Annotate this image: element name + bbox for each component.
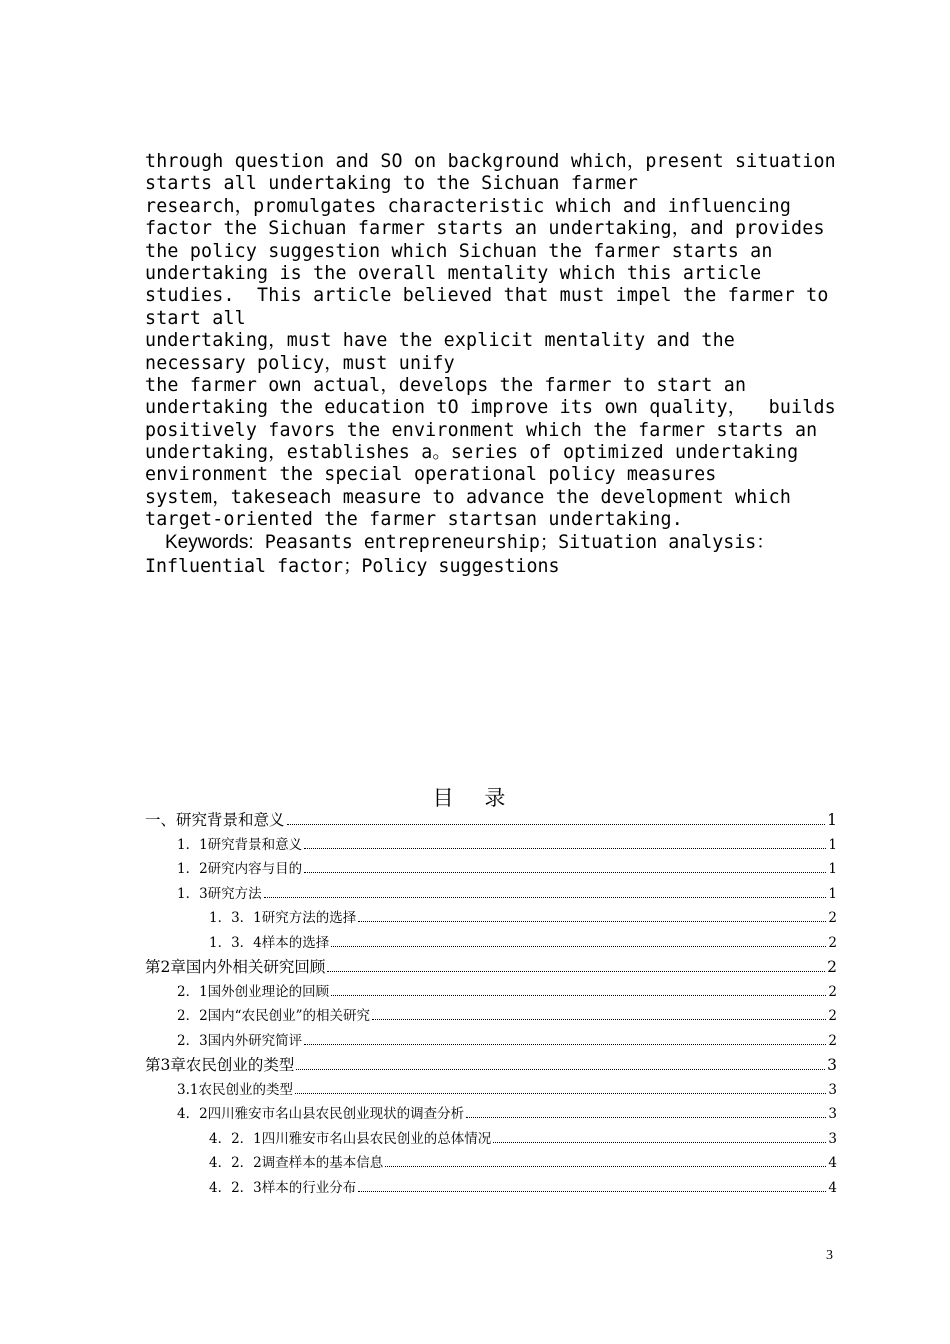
toc-leader-dots bbox=[304, 872, 826, 873]
toc-entry[interactable] bbox=[145, 882, 837, 907]
abstract-line: studies. This article believed that must impel the farmer to bbox=[145, 285, 829, 307]
keywords-line-2: Influential factor；Policy suggestions bbox=[145, 556, 560, 577]
toc-entry-page: 2 bbox=[827, 958, 837, 976]
toc-entry-page: 2 bbox=[828, 1032, 837, 1049]
toc-entry-label: 4．2．2调查样本的基本信息 bbox=[209, 1155, 384, 1171]
toc-entry-label: 第2章国内外相关研究回顾 bbox=[145, 958, 326, 976]
toc-entry[interactable] bbox=[145, 1176, 837, 1201]
toc-entry[interactable] bbox=[145, 955, 837, 980]
toc-entry-page: 2 bbox=[828, 983, 837, 1000]
toc-entry-label: 1．1研究背景和意义 bbox=[177, 836, 303, 853]
toc-leader-dots bbox=[466, 1117, 826, 1118]
toc-leader-dots bbox=[358, 921, 826, 922]
toc-leader-dots bbox=[331, 946, 826, 947]
toc-entry[interactable] bbox=[145, 1127, 837, 1152]
toc-leader-dots bbox=[385, 1166, 826, 1167]
toc-leader-dots bbox=[372, 1019, 826, 1020]
toc-entry-label: 一、研究背景和意义 bbox=[145, 811, 285, 829]
toc-entry[interactable] bbox=[145, 857, 837, 882]
keywords-block bbox=[145, 531, 845, 579]
abstract-line: start all bbox=[145, 307, 246, 329]
toc-entry[interactable] bbox=[145, 931, 837, 956]
toc-entry-page: 3 bbox=[828, 1106, 837, 1122]
toc-entry-page: 3 bbox=[827, 1056, 837, 1074]
abstract-line: system，takeseach measure to advance the development which bbox=[145, 486, 792, 508]
toc-leader-dots bbox=[331, 995, 826, 996]
toc-leader-dots bbox=[304, 1044, 826, 1045]
toc-entry-page: 1 bbox=[828, 836, 837, 853]
abstract-line: undertaking，must have the explicit mentality and the bbox=[145, 330, 735, 352]
toc-entry[interactable] bbox=[145, 808, 837, 833]
abstract-line: factor the Sichuan farmer starts an undertaking，and provides bbox=[145, 218, 825, 240]
toc-entry-page: 2 bbox=[828, 934, 837, 951]
toc-entry-label: 2．1国外创业理论的回顾 bbox=[177, 983, 330, 1000]
abstract-line: the policy suggestion which Sichuan the farmer starts an bbox=[145, 240, 773, 262]
toc-entry[interactable] bbox=[145, 980, 837, 1005]
toc-entry-label: 第3章农民创业的类型 bbox=[145, 1056, 295, 1074]
toc-entry-page: 3 bbox=[828, 1130, 837, 1147]
abstract-line: starts all undertaking to the Sichuan farmer bbox=[145, 173, 639, 195]
toc-entry-label: 1．3研究方法 bbox=[177, 885, 262, 902]
toc-leader-dots bbox=[304, 848, 826, 849]
abstract-text bbox=[145, 151, 845, 532]
toc-leader-dots bbox=[287, 824, 826, 825]
abstract-line: undertaking，establishes a。series of optimized undertaking bbox=[145, 442, 799, 464]
toc-entry-label: 1．3．4样本的选择 bbox=[209, 934, 330, 951]
abstract-line: environment the special operational policy measures bbox=[145, 464, 717, 486]
toc-leader-dots bbox=[264, 897, 827, 898]
keywords-label: Keywords: bbox=[165, 532, 254, 553]
abstract-line: positively favors the environment which the farmer starts an bbox=[145, 419, 818, 441]
toc-leader-dots bbox=[327, 971, 825, 972]
keywords-line-1: Peasants entrepreneurship；Situation analysis： bbox=[253, 532, 775, 553]
toc-entry-page: 1 bbox=[828, 861, 837, 877]
toc-entry[interactable] bbox=[145, 1004, 837, 1029]
toc-entry[interactable] bbox=[145, 1029, 837, 1054]
toc-entry-label: 1．3．1研究方法的选择 bbox=[209, 910, 357, 926]
toc-entry-page: 4 bbox=[828, 1155, 837, 1171]
abstract-line: target-oriented the farmer startsan undertaking. bbox=[145, 509, 683, 531]
toc-entry-label: 4．2．1四川雅安市名山县农民创业的总体情况 bbox=[209, 1130, 492, 1147]
toc-leader-dots bbox=[295, 1093, 826, 1094]
table-of-contents bbox=[145, 808, 837, 1200]
toc-entry-label: 2．2国内“农民创业”的相关研究 bbox=[177, 1008, 370, 1024]
abstract-line: through question and SO on background which，present situation bbox=[145, 151, 836, 172]
toc-entry-label: 3.1农民创业的类型 bbox=[177, 1081, 293, 1098]
abstract-line: undertaking is the overall mentality which this article bbox=[145, 262, 762, 284]
toc-title: 目 录 bbox=[432, 786, 518, 810]
toc-entry-page: 2 bbox=[828, 910, 837, 926]
toc-entry[interactable] bbox=[145, 1102, 837, 1127]
toc-entry[interactable] bbox=[145, 833, 837, 858]
toc-entry-label: 2．3国内外研究简评 bbox=[177, 1032, 303, 1049]
page-number: 3 bbox=[826, 1248, 833, 1263]
toc-entry-page: 2 bbox=[828, 1008, 837, 1024]
abstract-line: necessary policy，must unify bbox=[145, 352, 455, 374]
toc-entry[interactable] bbox=[145, 1151, 837, 1176]
toc-entry-label: 4．2．3样本的行业分布 bbox=[209, 1179, 357, 1196]
toc-entry[interactable] bbox=[145, 1053, 837, 1078]
toc-leader-dots bbox=[358, 1191, 826, 1192]
toc-entry[interactable] bbox=[145, 1078, 837, 1103]
toc-entry-page: 3 bbox=[828, 1081, 837, 1098]
toc-entry-label: 4．2四川雅安市名山县农民创业现状的调查分析 bbox=[177, 1106, 465, 1122]
toc-entry-label: 1．2研究内容与目的 bbox=[177, 861, 303, 877]
toc-entry-page: 1 bbox=[828, 885, 837, 902]
toc-leader-dots bbox=[296, 1069, 825, 1070]
toc-entry-page: 4 bbox=[828, 1179, 837, 1196]
abstract-line: undertaking the education tO improve its own quality， builds bbox=[145, 397, 836, 419]
toc-leader-dots bbox=[493, 1142, 826, 1143]
abstract-line: the farmer own actual，develops the farmer to start an bbox=[145, 374, 747, 396]
toc-entry-page: 1 bbox=[827, 811, 837, 829]
abstract-line: research，promulgates characteristic which and influencing bbox=[145, 195, 792, 217]
toc-entry[interactable] bbox=[145, 906, 837, 931]
